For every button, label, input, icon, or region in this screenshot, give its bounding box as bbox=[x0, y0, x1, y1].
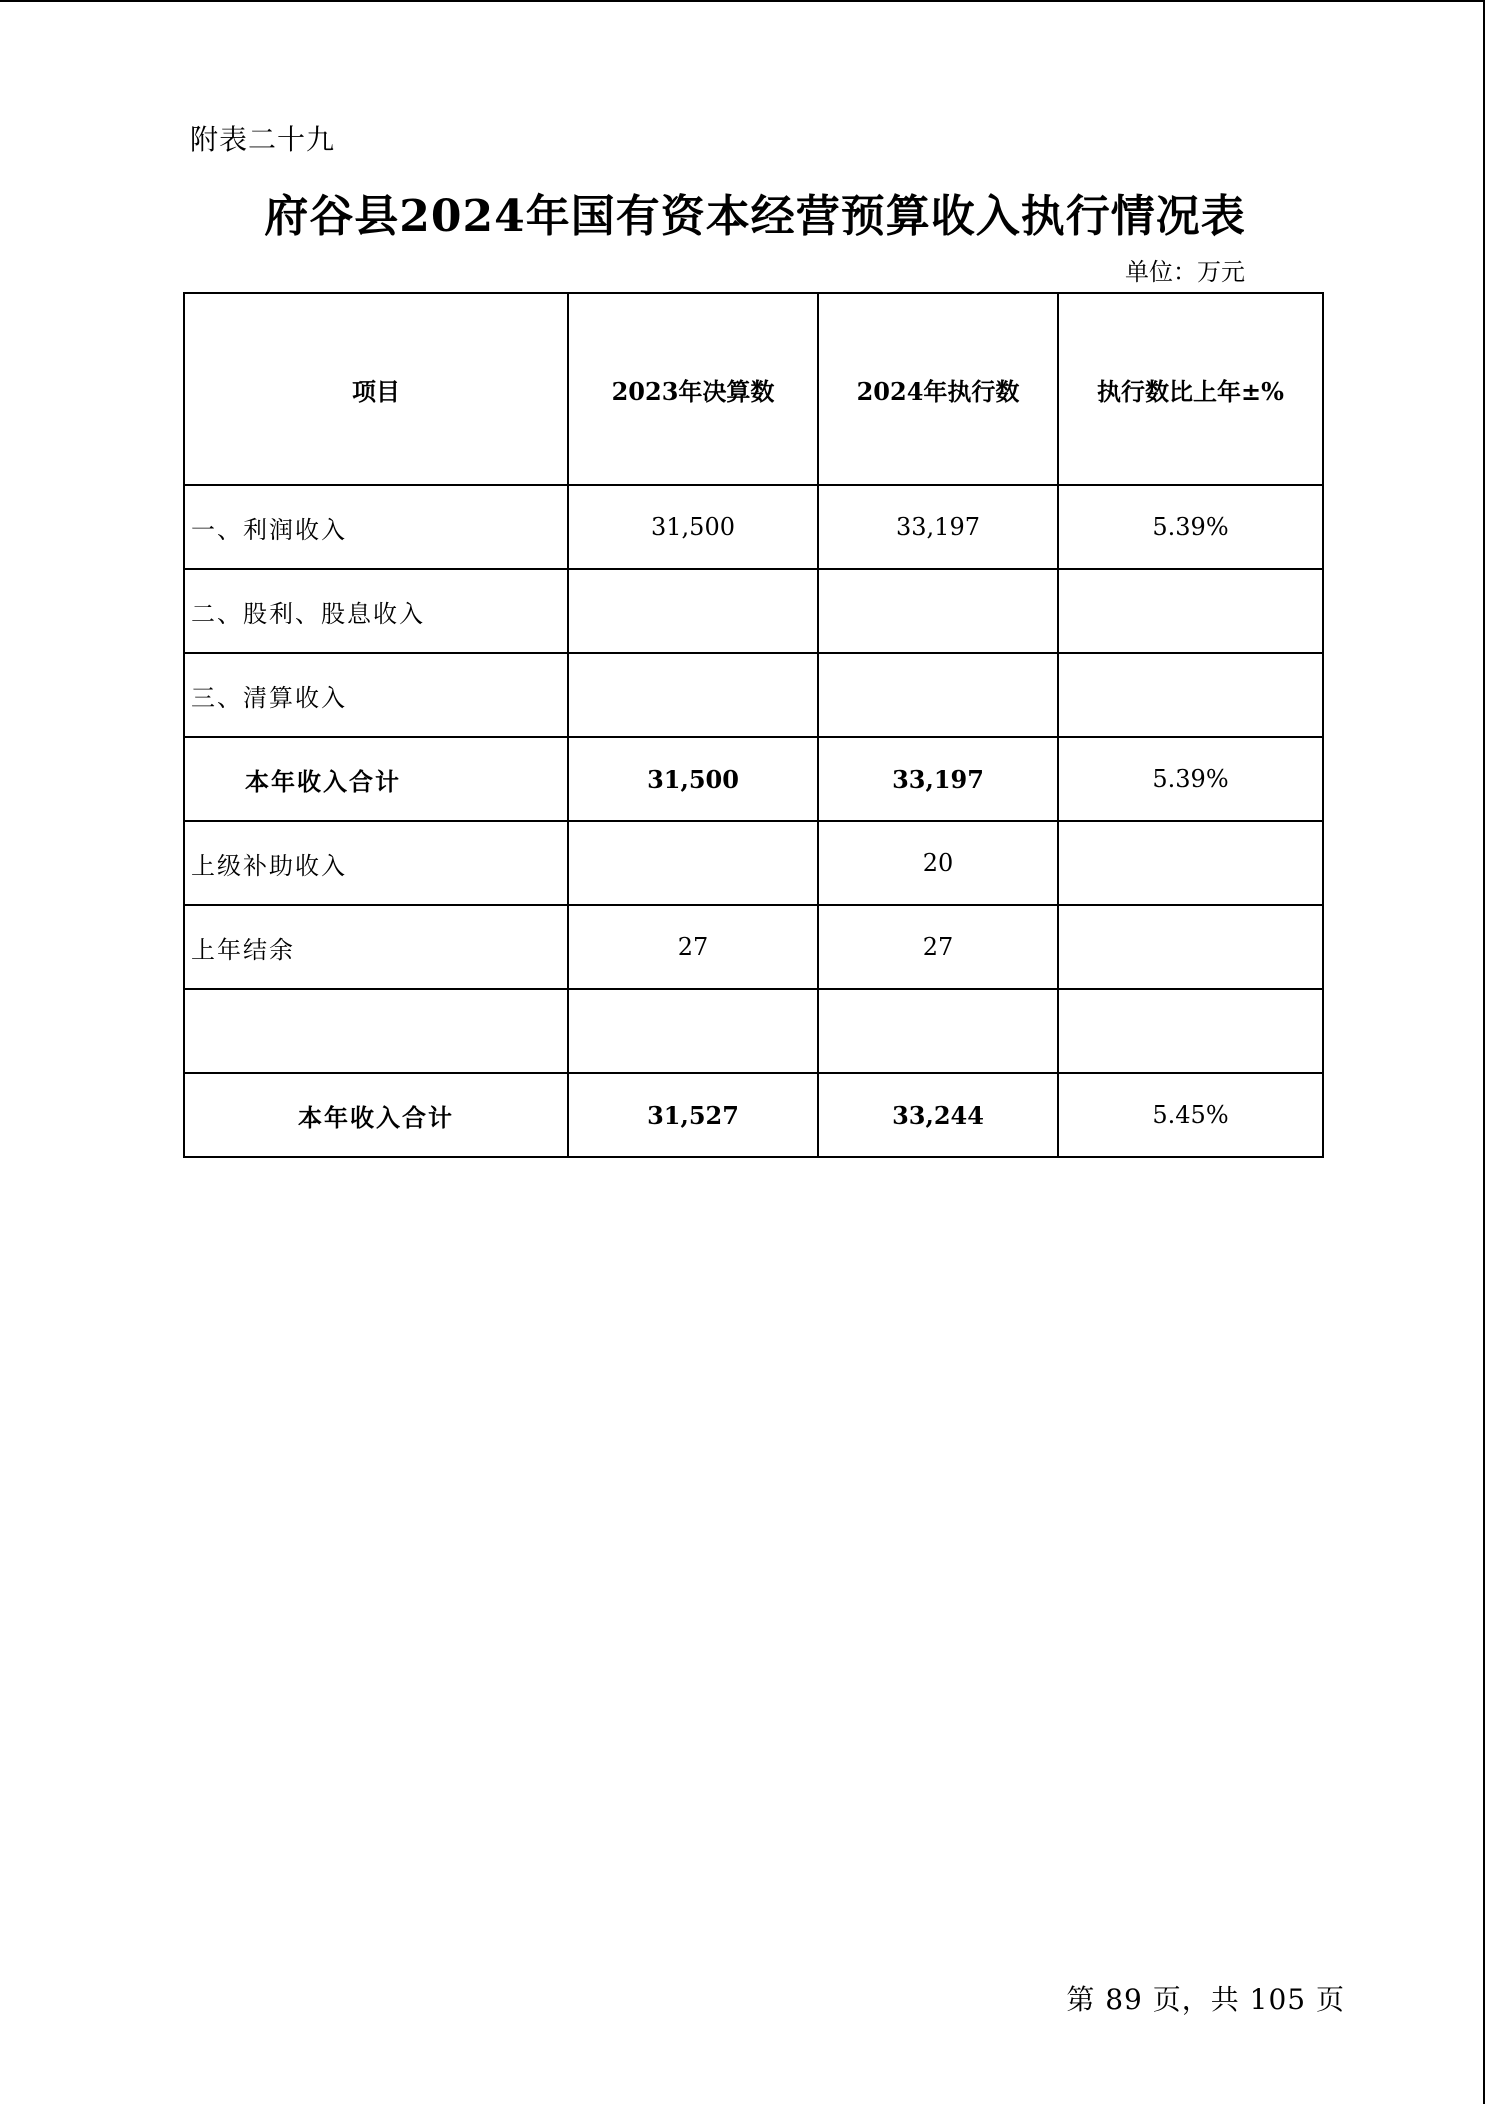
row-item-label bbox=[184, 989, 568, 1073]
table-row bbox=[184, 569, 1323, 653]
row-item-label: 二、股利、股息收入 bbox=[184, 569, 568, 653]
table-row bbox=[184, 905, 1323, 989]
row-2024-value: 33,197 bbox=[818, 485, 1058, 569]
row-item-label: 上年结余 bbox=[184, 905, 568, 989]
row-2024-value: 33,244 bbox=[818, 1073, 1058, 1157]
row-change-percent bbox=[1058, 821, 1323, 905]
row-2024-value: 20 bbox=[818, 821, 1058, 905]
row-item-label: 本年收入合计 bbox=[184, 737, 568, 821]
header-2024-execution: 2024年执行数 bbox=[818, 293, 1058, 485]
row-2024-value bbox=[818, 569, 1058, 653]
row-change-percent bbox=[1058, 905, 1323, 989]
row-item-label: 一、利润收入 bbox=[184, 485, 568, 569]
table-row bbox=[184, 821, 1323, 905]
row-change-percent bbox=[1058, 989, 1323, 1073]
appendix-label: 附表二十九 bbox=[190, 123, 336, 156]
table-row-empty bbox=[184, 989, 1323, 1073]
header-2023-final: 2023年决算数 bbox=[568, 293, 818, 485]
header-item: 项目 bbox=[184, 293, 568, 485]
row-2023-value bbox=[568, 569, 818, 653]
row-2023-value: 31,527 bbox=[568, 1073, 818, 1157]
row-2023-value: 31,500 bbox=[568, 485, 818, 569]
row-item-label: 本年收入合计 bbox=[184, 1073, 568, 1157]
document-title: 府谷县2024年国有资本经营预算收入执行情况表 bbox=[264, 191, 1246, 242]
page-number-footer: 第 89 页，共 105 页 bbox=[1066, 1983, 1345, 2016]
row-2023-value bbox=[568, 989, 818, 1073]
row-2024-value: 27 bbox=[818, 905, 1058, 989]
row-change-percent bbox=[1058, 653, 1323, 737]
table-row bbox=[184, 485, 1323, 569]
row-2024-value: 33,197 bbox=[818, 737, 1058, 821]
budget-table bbox=[183, 292, 1324, 1158]
row-change-percent: 5.45% bbox=[1058, 1073, 1323, 1157]
row-change-percent bbox=[1058, 569, 1323, 653]
row-2024-value bbox=[818, 653, 1058, 737]
unit-label: 单位：万元 bbox=[1125, 258, 1245, 286]
table-row-total bbox=[184, 1073, 1323, 1157]
row-change-percent: 5.39% bbox=[1058, 737, 1323, 821]
header-change-percent: 执行数比上年±% bbox=[1058, 293, 1323, 485]
row-change-percent: 5.39% bbox=[1058, 485, 1323, 569]
row-2023-value bbox=[568, 821, 818, 905]
table-header-row bbox=[184, 293, 1323, 485]
row-2023-value bbox=[568, 653, 818, 737]
row-2024-value bbox=[818, 989, 1058, 1073]
table-row-subtotal bbox=[184, 737, 1323, 821]
row-2023-value: 27 bbox=[568, 905, 818, 989]
row-item-label: 三、清算收入 bbox=[184, 653, 568, 737]
row-item-label: 上级补助收入 bbox=[184, 821, 568, 905]
table-row bbox=[184, 653, 1323, 737]
row-2023-value: 31,500 bbox=[568, 737, 818, 821]
